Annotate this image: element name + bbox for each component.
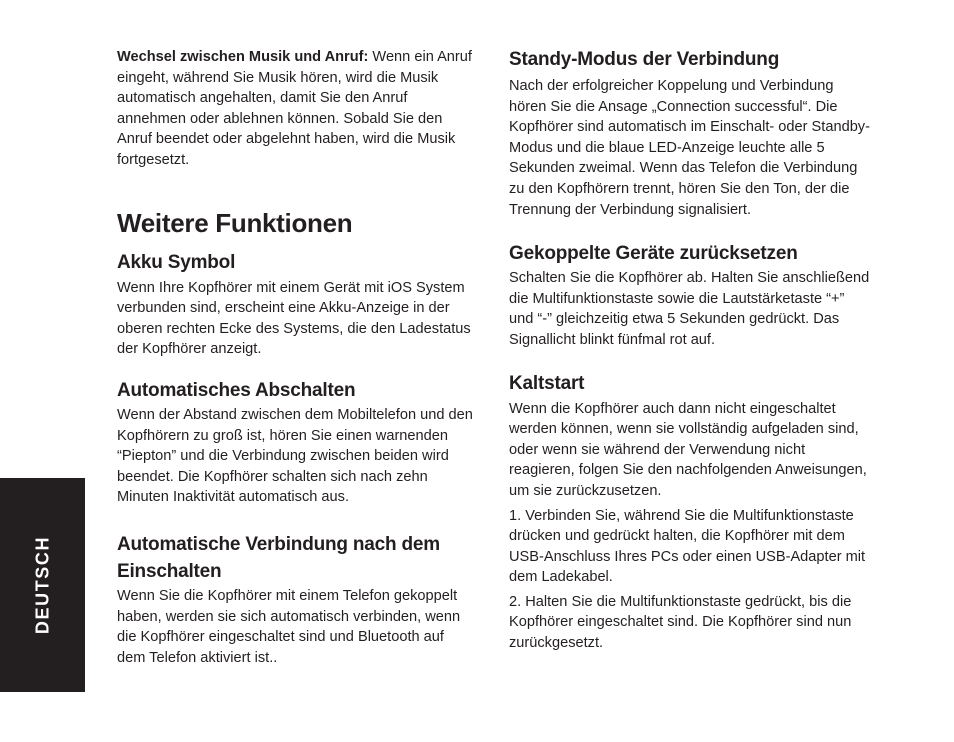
intro-body: Wenn ein Anruf eingeht, während Sie Musik hören, wird die Musik automatisch angehalten, damit Sie den Anruf annehmen oder ablehnen können. Sobald Sie den Anruf beendet oder abgelehnt haben, wird die Musik fortgesetzt. [117, 49, 472, 168]
section-heading-cold-start: Kaltstart [509, 372, 585, 394]
left-column [117, 0, 475, 668]
section-heading-auto-shutdown: Automatisches Abschalten [117, 379, 356, 401]
section-heading-auto-connect: Automatische Verbindung nach dem Einschalten [117, 533, 440, 582]
section-heading-reset-paired: Gekoppelte Geräte zurücksetzen [509, 243, 798, 265]
section-body-auto-shutdown: Wenn der Abstand zwischen dem Mobiltelefon und den Kopfhörern zu groß ist, hören Sie einen warnenden “Piepton” und die Verbindung zwischen beiden wird beendet. Die Kopfhörer schalten sich nach zehn Minuten Inaktivität automatisch aus. [117, 406, 473, 506]
section-body-standby: Nach der erfolgreicher Koppelung und Verbindung hören Sie die Ansage „Connection successful“. Die Kopfhörer sind automatisch im Einschalt- oder Standby-Modus und die blaue LED-Anzeige leuchte alle 5 Sekunden zweimal. Wenn das Telefon die Verbindung zu den Kopfhörern trennt, hören Sie den Ton, der die Trennung der Verbindung signalisiert. [509, 78, 870, 218]
section-body-cold-start: Wenn die Kopfhörer auch dann nicht eingeschaltet werden können, wenn sie vollständig aufgeladen sind, oder wenn sie während der Verwendung nicht reagieren, folgen Sie den nachfolgenden Anweisungen, um sie zurückzusetzen. [509, 400, 867, 499]
section-body-auto-connect: Wenn Sie die Kopfhörer mit einem Telefon gekoppelt haben, werden sie sich automatisch verbinden, wenn die Kopfhörer eingeschaltet sind und Bluetooth auf dem Telefon aktiviert ist.. [117, 587, 461, 666]
language-tab [0, 478, 85, 692]
cold-start-step-2: 2. Halten Sie die Multifunktionstaste gedrückt, bis die Kopfhörer eingeschaltet sind. Die Kopfhörer sind nun zurückgesetzt. [509, 593, 852, 652]
section-heading-akku-symbol: Akku Symbol [117, 251, 236, 273]
intro-paragraph [117, 47, 475, 171]
intro-lead: Wechsel zwischen Musik und Anruf: [117, 49, 369, 65]
language-tab-label: DEUTSCH [32, 535, 52, 635]
section-heading-standby: Standy-Modus der Verbindung [509, 49, 780, 70]
right-column [509, 0, 871, 654]
section-body-reset-paired: Schalten Sie die Kopfhörer ab. Halten Sie anschließend die Multifunktionstaste sowie die Lautstärketaste “+” und “-” gleichzeitig etwa 5 Sekunden gedrückt. Das Signallicht blinkt fünfmal rot auf. [509, 270, 870, 348]
main-heading: Weitere Funktionen [117, 207, 353, 238]
cold-start-step-1: 1. Verbinden Sie, während Sie die Multifunktionstaste drücken und gedrückt halten, die Kopfhörer mit dem USB-Anschluss Ihres PCs oder einen USB-Adapter mit dem Ladekabel. [509, 507, 866, 586]
section-body-akku-symbol: Wenn Ihre Kopfhörer mit einem Gerät mit iOS System verbunden sind, erscheint eine Akku-Anzeige in der oberen rechten Ecke des Systems, die den Ladestatus der Kopfhörer anzeigt. [117, 279, 471, 358]
